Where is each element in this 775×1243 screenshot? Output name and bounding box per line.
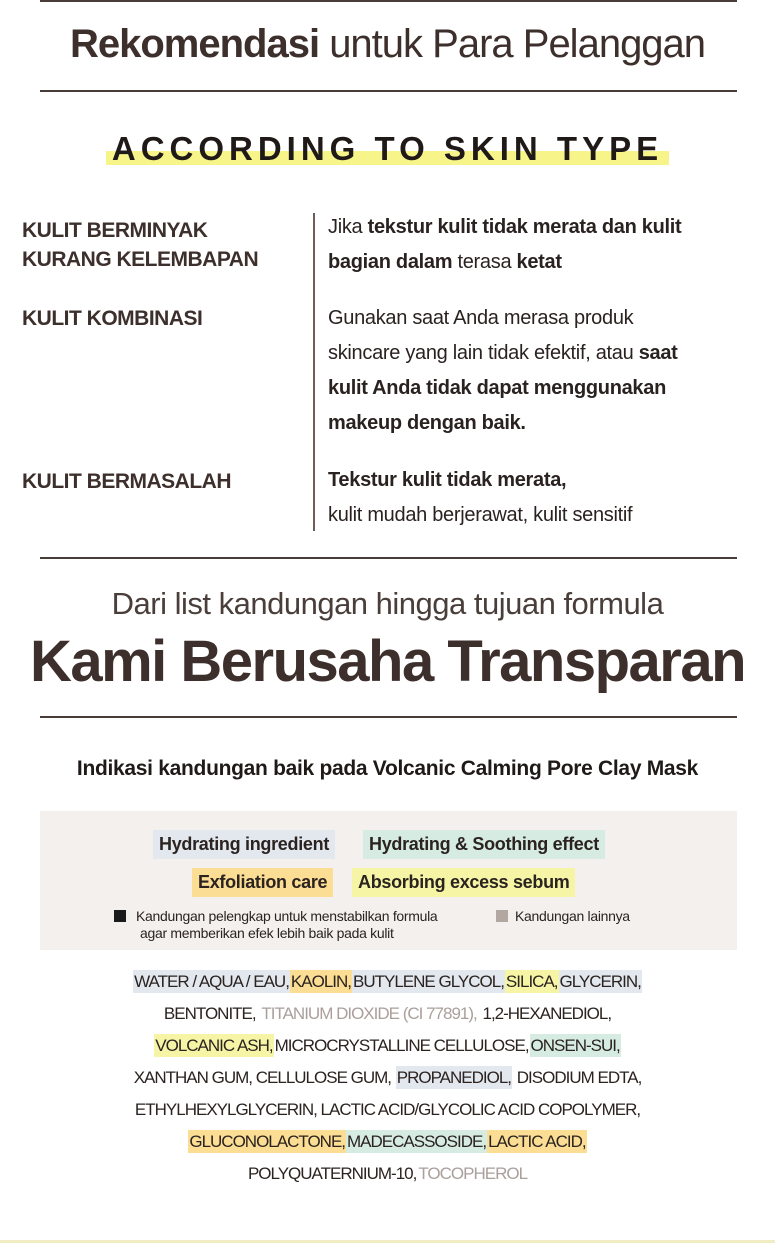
ingredients-title: Indikasi kandungan baik pada Volcanic Calming Pore Clay Mask bbox=[76, 757, 699, 780]
ingredients-line-5 bbox=[0, 1094, 775, 1126]
skin-desc-combination-line1: Gunakan saat Anda merasa produk bbox=[328, 307, 634, 329]
ingredient-item: BENTONITE, bbox=[163, 1004, 256, 1023]
skin-desc-oily bbox=[328, 210, 748, 280]
ingredient-item: GLUCONOLACTONE, bbox=[189, 1132, 346, 1151]
ingredients-line-6 bbox=[0, 1126, 775, 1158]
skin-label-combination-line1: KULIT KOMBINASI bbox=[22, 307, 203, 330]
desc-bold: kulit Anda tidak dapat menggunakan bbox=[328, 377, 666, 399]
desc-bold: bagian dalam bbox=[328, 251, 453, 273]
ingredients-line-3 bbox=[0, 1030, 775, 1062]
skin-label-oily-line1: KULIT BERMINYAK bbox=[22, 219, 208, 242]
skin-desc-combination-line3 bbox=[328, 371, 748, 406]
ingredient-item: PROPANEDIOL, bbox=[396, 1068, 512, 1087]
ingredients-list bbox=[0, 966, 775, 1190]
ingredient-item: POLYQUATERNIUM-10, bbox=[247, 1164, 417, 1183]
skin-type-heading: ACCORDING TO SKIN TYPE bbox=[106, 130, 669, 168]
ingredient-item: ETHYLHEXYLGLYCERIN, LACTIC ACID/GLYCOLIC ACID COPOLYMER, bbox=[134, 1100, 641, 1119]
desc-bold: tekstur kulit tidak merata dan kulit bbox=[367, 216, 682, 238]
page-title-rest: untuk Para Pelanggan bbox=[329, 22, 706, 66]
ingredient-item: VOLCANIC ASH, bbox=[155, 1036, 273, 1055]
skin-desc-combination-line4 bbox=[328, 406, 748, 441]
legend-note-gray: Kandungan lainnya bbox=[515, 908, 630, 924]
legend-box bbox=[40, 811, 737, 950]
top-divider bbox=[40, 0, 737, 2]
header-divider bbox=[40, 90, 737, 92]
ingredient-item: BUTYLENE GLYCOL, bbox=[353, 972, 504, 991]
skin-label-combination bbox=[22, 304, 202, 333]
skin-desc-oily-line2 bbox=[328, 245, 748, 280]
legend-note-black bbox=[136, 908, 437, 942]
transparency-title: Kami Berusaha Transparan bbox=[29, 629, 746, 694]
page-title bbox=[0, 22, 775, 67]
skin-desc-problem bbox=[328, 463, 748, 533]
ingredient-item: MICROCRYSTALLINE CELLULOSE, bbox=[274, 1036, 529, 1055]
desc-text: Jika bbox=[328, 216, 368, 238]
desc-bold: ketat bbox=[516, 251, 562, 273]
skin-label-oily bbox=[22, 216, 258, 274]
ingredient-item: LACTIC ACID, bbox=[488, 1132, 586, 1151]
skin-desc-problem-line1 bbox=[328, 463, 748, 498]
skin-type-vertical-divider bbox=[313, 213, 315, 531]
ingredient-item: DISODIUM EDTA, bbox=[516, 1068, 642, 1087]
ingredients-line-2 bbox=[0, 998, 775, 1030]
skin-desc-combination-line2 bbox=[328, 336, 748, 371]
skin-label-oily-line2: KURANG KELEMBAPAN bbox=[22, 248, 259, 271]
ingredient-item: SILICA, bbox=[505, 972, 558, 991]
skin-label-problem-line1: KULIT BERMASALAH bbox=[22, 470, 231, 493]
ingredients-line-7 bbox=[0, 1158, 775, 1190]
legend-sebum: Absorbing excess sebum bbox=[352, 868, 575, 897]
legend-hydrating: Hydrating ingredient bbox=[153, 830, 335, 859]
ingredient-item: WATER / AQUA / EAU, bbox=[134, 972, 289, 991]
ingredient-item: TOCOPHEROL bbox=[418, 1164, 528, 1183]
legend-exfoliation: Exfoliation care bbox=[192, 868, 333, 897]
ingredient-item: MADECASSOSIDE, bbox=[347, 1132, 487, 1151]
desc-bold: Tekstur kulit tidak merata, bbox=[328, 469, 567, 491]
ingredients-line-1 bbox=[0, 966, 775, 998]
desc-text: terasa bbox=[452, 251, 517, 273]
ingredient-item: ONSEN-SUI, bbox=[530, 1036, 620, 1055]
section-divider-1 bbox=[40, 557, 737, 559]
legend-note-black-line1: Kandungan pelengkap untuk menstabilkan formula bbox=[136, 908, 438, 924]
ingredients-line-4 bbox=[0, 1062, 775, 1094]
black-square-icon bbox=[114, 910, 126, 922]
legend-note-black-line2: agar memberikan efek lebih baik pada kulit bbox=[140, 925, 394, 941]
skin-desc-problem-line2: kulit mudah berjerawat, kulit sensitif bbox=[328, 504, 633, 526]
ingredient-item: TITANIUM DIOXIDE (CI 77891), bbox=[261, 1004, 477, 1023]
skin-desc-combination bbox=[328, 301, 748, 441]
skin-type-heading-wrap bbox=[0, 130, 775, 168]
desc-text: skincare yang lain tidak efektif, atau bbox=[328, 342, 639, 364]
ingredient-item: KAOLIN, bbox=[290, 972, 352, 991]
page-title-bold: Rekomendasi bbox=[69, 22, 320, 66]
transparency-subtitle: Dari list kandungan hingga tujuan formula bbox=[111, 586, 664, 621]
desc-bold: makeup dengan baik. bbox=[328, 412, 526, 434]
ingredient-item: 1,2-HEXANEDIOL, bbox=[482, 1004, 612, 1023]
section-divider-2 bbox=[40, 716, 737, 718]
skin-desc-oily-line1 bbox=[328, 210, 748, 245]
skin-label-problem bbox=[22, 467, 231, 496]
gray-square-icon bbox=[496, 910, 508, 922]
ingredient-item: GLYCERIN, bbox=[559, 972, 641, 991]
ingredient-item: XANTHAN GUM, CELLULOSE GUM, bbox=[133, 1068, 392, 1087]
legend-soothing: Hydrating & Soothing effect bbox=[363, 830, 605, 859]
desc-bold: saat bbox=[638, 342, 678, 364]
